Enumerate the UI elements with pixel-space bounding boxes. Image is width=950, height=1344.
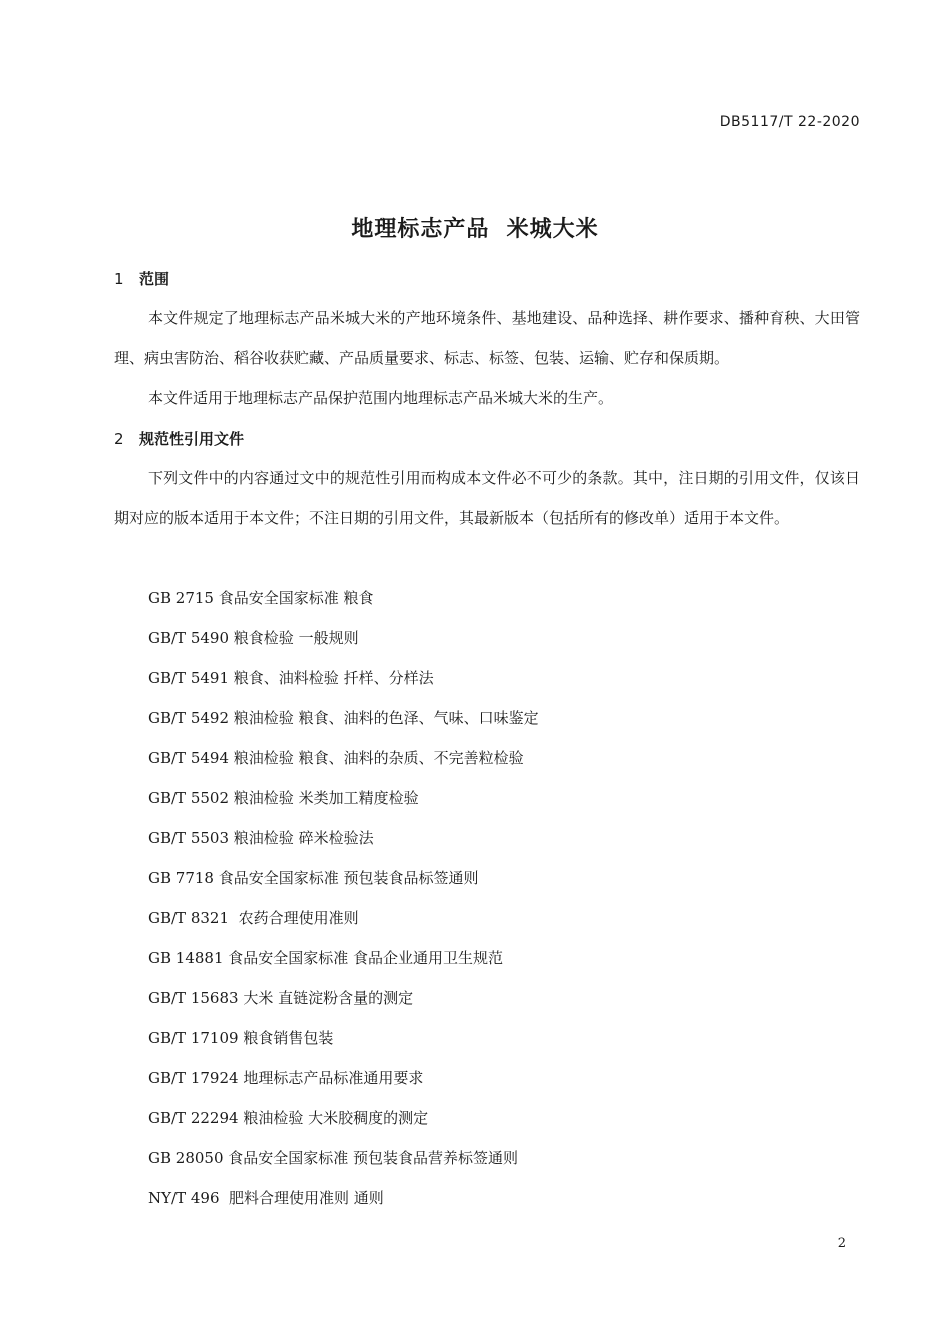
- reference-code: GB/T 5490: [148, 629, 230, 647]
- reference-item: [148, 1058, 539, 1098]
- reference-item: [148, 978, 539, 1018]
- section-title: 规范性引用文件: [139, 430, 245, 448]
- reference-code: GB/T 22294: [148, 1109, 239, 1127]
- reference-name: 地理标志产品标准通用要求: [243, 1069, 424, 1087]
- reference-code: NY/T 496: [148, 1189, 220, 1207]
- reference-item: [148, 618, 539, 658]
- reference-name: 粮食销售包装: [243, 1029, 334, 1047]
- reference-code: GB 7718: [148, 869, 214, 887]
- reference-code: GB/T 5502: [148, 789, 230, 807]
- reference-item: [148, 1098, 539, 1138]
- reference-code: GB/T 15683: [148, 989, 239, 1007]
- reference-item: [148, 818, 539, 858]
- section-heading-normative-references: [114, 428, 244, 449]
- references-intro-paragraph: 下列文件中的内容通过文中的规范性引用而构成本文件必不可少的条款。其中，注日期的引用文件，仅该日期对应的版本适用于本文件；不注日期的引用文件，其最新版本（包括所有的修改单）适用于本文件。: [114, 469, 860, 527]
- reference-item: [148, 898, 539, 938]
- reference-item: [148, 1018, 539, 1058]
- reference-name: 食品安全国家标准 预包装食品标签通则: [218, 869, 479, 887]
- reference-code: GB/T 8321: [148, 909, 230, 927]
- reference-name: 食品安全国家标准 粮食: [218, 589, 374, 607]
- reference-item: [148, 698, 539, 738]
- reference-list: [148, 578, 539, 1218]
- reference-code: GB/T 5494: [148, 749, 230, 767]
- reference-code: GB 14881: [148, 949, 224, 967]
- page-number: 2: [837, 1236, 846, 1251]
- reference-item: [148, 1138, 539, 1178]
- reference-item: [148, 738, 539, 778]
- reference-name: 食品安全国家标准 预包装食品营养标签通则: [228, 1149, 519, 1167]
- scope-paragraph-2: 本文件适用于地理标志产品保护范围内地理标志产品米城大米的生产。: [148, 389, 614, 407]
- reference-name: 粮油检验 粮食、油料的杂质、不完善粒检验: [233, 749, 524, 767]
- reference-name: 粮食检验 一般规则: [233, 629, 359, 647]
- reference-code: GB/T 5491: [148, 669, 230, 687]
- reference-name: 粮油检验 大米胶稠度的测定: [243, 1109, 429, 1127]
- section-heading-scope: [114, 268, 169, 289]
- reference-name: 粮油检验 粮食、油料的色泽、气味、口味鉴定: [233, 709, 539, 727]
- reference-name: 粮油检验 碎米检验法: [233, 829, 374, 847]
- reference-code: GB/T 17924: [148, 1069, 239, 1087]
- reference-name: 大米 直链淀粉含量的测定: [243, 989, 414, 1007]
- reference-name: 粮食、油料检验 扦样、分样法: [233, 669, 434, 687]
- reference-item: [148, 938, 539, 978]
- document-code: DB5117/T 22-2020: [719, 114, 860, 130]
- reference-code: GB/T 5503: [148, 829, 230, 847]
- reference-item: [148, 1178, 539, 1218]
- reference-code: GB 28050: [148, 1149, 224, 1167]
- reference-code: GB/T 5492: [148, 709, 230, 727]
- reference-code: GB 2715: [148, 589, 214, 607]
- reference-item: [148, 858, 539, 898]
- section-number: 1: [114, 270, 124, 288]
- reference-name: 食品安全国家标准 食品企业通用卫生规范: [228, 949, 504, 967]
- section-number: 2: [114, 430, 124, 448]
- reference-item: [148, 658, 539, 698]
- reference-item: [148, 778, 539, 818]
- section-title: 范围: [139, 270, 170, 288]
- reference-name: 粮油检验 米类加工精度检验: [233, 789, 419, 807]
- reference-name: 肥料合理使用准则 通则: [224, 1189, 384, 1207]
- reference-name: 农药合理使用准则: [233, 909, 359, 927]
- document-title: 地理标志产品 米城大米: [351, 217, 599, 242]
- scope-paragraph-1: 本文件规定了地理标志产品米城大米的产地环境条件、基地建设、品种选择、耕作要求、播种育秧、大田管理、病虫害防治、稻谷收获贮藏、产品质量要求、标志、标签、包装、运输、贮存和保质期。: [114, 309, 860, 367]
- reference-code: GB/T 17109: [148, 1029, 239, 1047]
- reference-item: [148, 578, 539, 618]
